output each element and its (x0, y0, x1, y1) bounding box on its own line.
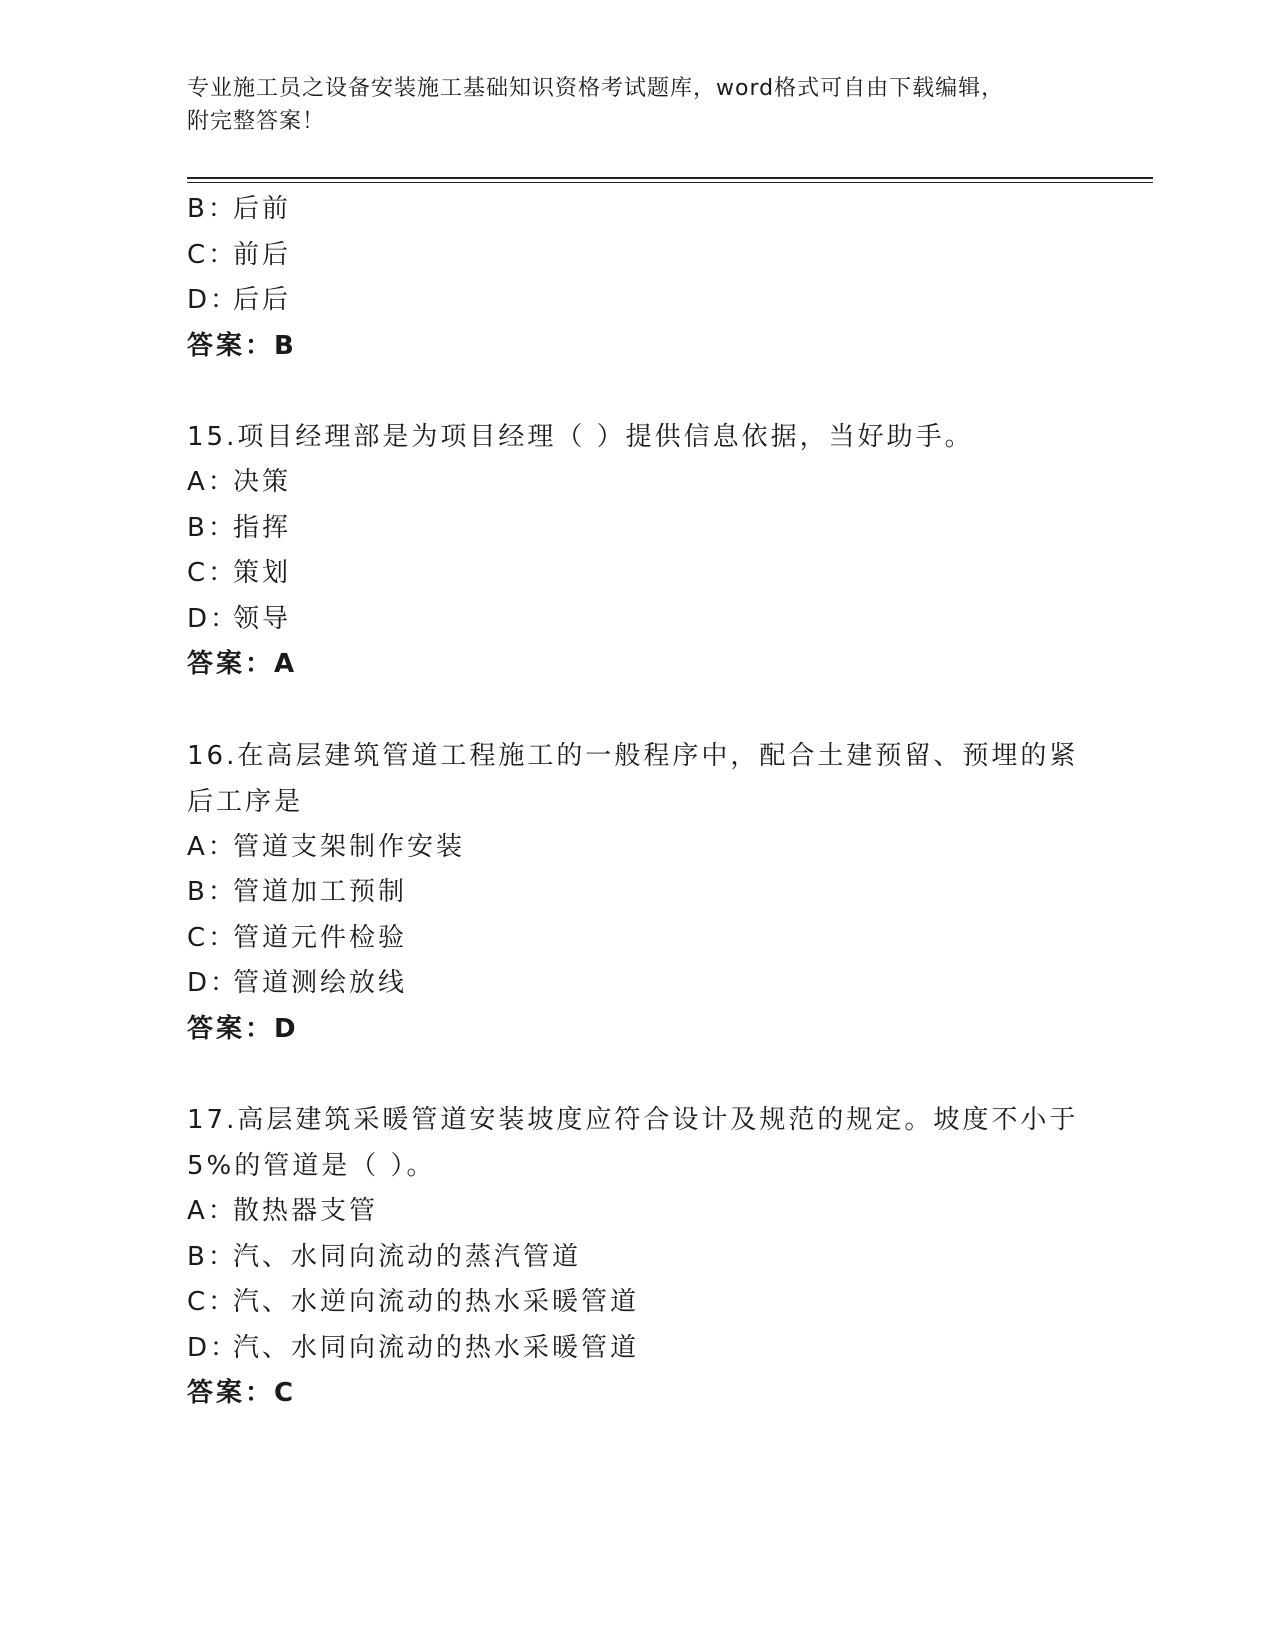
header-divider-thick (187, 177, 1153, 179)
option-a (187, 1189, 1087, 1235)
option-text: 后前 (233, 194, 292, 224)
option-c (187, 551, 1087, 597)
option-letter: B： (187, 194, 237, 224)
answer-line: 答案：B (187, 330, 297, 361)
option-a (187, 460, 1087, 506)
option-letter: B： (187, 1241, 237, 1272)
answer-line: 答案：A (187, 649, 298, 679)
spacer (187, 1052, 1087, 1097)
question-stem: 16.在高层建筑管道工程施工的一般程序中，配合土建预留、预埋的紧 (187, 740, 1079, 771)
document-header (187, 72, 1087, 138)
option-c (187, 1280, 1087, 1326)
option-letter: C： (187, 1287, 238, 1317)
option-letter: D： (187, 285, 240, 315)
option-b (187, 187, 1087, 233)
option-d (187, 278, 1087, 324)
option-text: 管道测绘放线 (233, 968, 408, 998)
option-letter: A： (187, 1196, 237, 1226)
option-text: 策划 (233, 558, 292, 588)
option-letter: C： (187, 922, 238, 953)
option-letter: C： (187, 239, 238, 270)
option-d (187, 961, 1087, 1007)
option-letter: A： (187, 467, 237, 497)
option-text: 领导 (233, 603, 292, 634)
option-b (187, 1235, 1087, 1281)
option-text: 管道加工预制 (233, 877, 408, 907)
option-text: 管道元件检验 (233, 922, 408, 953)
option-text: 后后 (233, 285, 292, 315)
question-15 (187, 414, 1087, 688)
option-b (187, 506, 1087, 552)
option-b (187, 870, 1087, 916)
option-text: 指挥 (233, 512, 292, 543)
option-text: 汽、水同向流动的蒸汽管道 (233, 1241, 582, 1272)
answer-line: 答案：D (187, 1013, 299, 1044)
option-letter: A： (187, 831, 237, 862)
option-letter: B： (187, 877, 237, 907)
option-text: 汽、水逆向流动的热水采暖管道 (233, 1287, 640, 1317)
partial-question (187, 187, 1087, 369)
header-divider-thin (187, 182, 1153, 183)
question-stem-continued: 后工序是 (187, 786, 304, 817)
option-text: 汽、水同向流动的热水采暖管道 (233, 1332, 640, 1363)
header-line-2: 附完整答案！ (187, 109, 326, 134)
question-stem: 17.高层建筑采暖管道安装坡度应符合设计及规范的规定。坡度不小于 (187, 1105, 1079, 1135)
option-d (187, 1326, 1087, 1372)
question-list (187, 187, 1087, 1417)
option-text: 决策 (233, 467, 292, 497)
option-c (187, 916, 1087, 962)
option-a (187, 825, 1087, 871)
option-text: 前后 (233, 239, 292, 270)
option-text: 管道支架制作安装 (233, 831, 466, 862)
option-c (187, 233, 1087, 279)
question-16 (187, 733, 1087, 1053)
question-17 (187, 1097, 1087, 1417)
option-letter: D： (187, 968, 240, 998)
header-line-1: 专业施工员之设备安装施工基础知识资格考试题库，word格式可自由下载编辑， (187, 76, 1005, 101)
spacer (187, 688, 1087, 733)
option-letter: D： (187, 1332, 240, 1363)
option-letter: D： (187, 603, 240, 634)
option-d (187, 597, 1087, 643)
spacer (187, 369, 1087, 414)
question-stem-continued: 5%的管道是（ ）。 (187, 1151, 436, 1181)
question-stem: 15.项目经理部是为项目经理（ ）提供信息依据，当好助手。 (187, 422, 974, 452)
option-letter: B： (187, 512, 237, 543)
answer-line: 答案：C (187, 1378, 297, 1408)
option-text: 散热器支管 (233, 1196, 379, 1226)
option-letter: C： (187, 558, 238, 588)
